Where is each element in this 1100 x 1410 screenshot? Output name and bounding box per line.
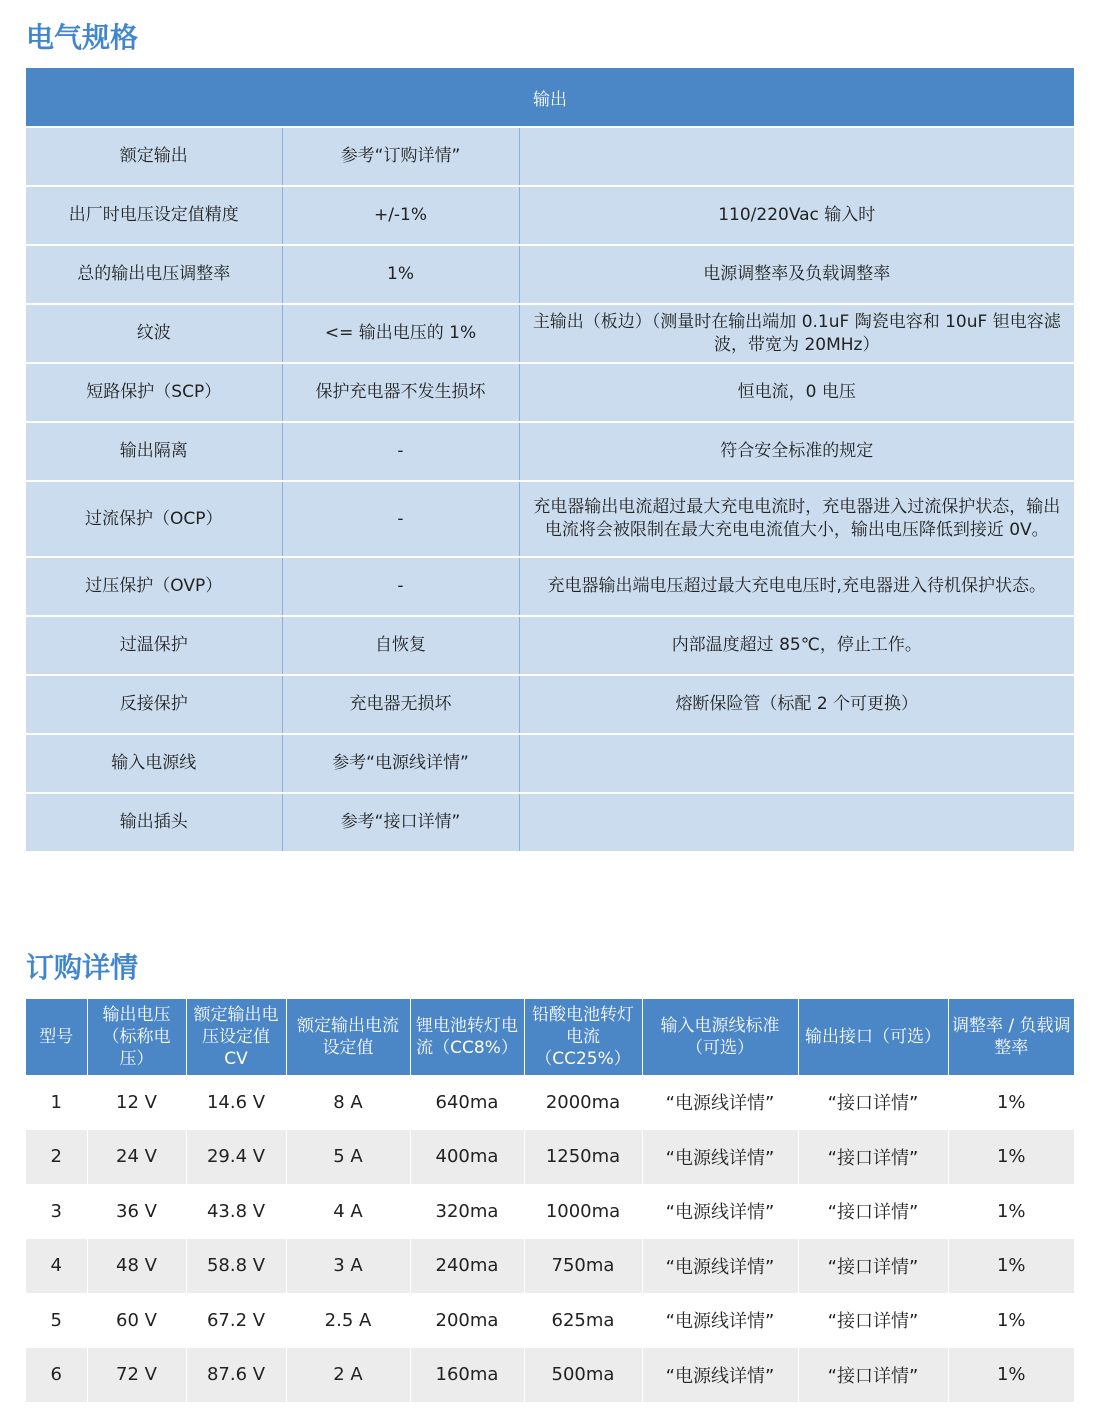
order-cell: 5 A [286,1130,410,1185]
spec-value-cell: 自恢复 [282,616,519,675]
order-column-header: 额定输出电压设定值 CV [186,999,286,1075]
order-cell: 87.6 V [186,1348,286,1403]
order-cell: 4 A [286,1184,410,1239]
order-cell: 160ma [410,1348,524,1403]
order-cell: 3 [26,1184,87,1239]
spec-note-cell: 符合安全标准的规定 [519,422,1074,481]
order-cell: 500ma [524,1348,642,1403]
order-cell: “电源线详情” [642,1130,798,1185]
spec-note-cell [519,734,1074,793]
spec-name-cell: 出厂时电压设定值精度 [26,186,282,245]
order-cell: 2000ma [524,1075,642,1130]
order-cell: “电源线详情” [642,1239,798,1294]
spec-value-cell: <= 输出电压的 1% [282,304,519,363]
spec-header-row [26,68,1074,127]
order-cell: 1250ma [524,1130,642,1185]
spec-row [26,734,1074,793]
spec-name-cell: 纹波 [26,304,282,363]
spec-note-cell: 110/220Vac 输入时 [519,186,1074,245]
order-cell: 12 V [87,1075,186,1130]
spec-note-cell: 恒电流，0 电压 [519,363,1074,422]
order-cell: 67.2 V [186,1293,286,1348]
spec-value-cell: - [282,481,519,557]
spec-value-cell: 充电器无损坏 [282,675,519,734]
order-cell: 72 V [87,1348,186,1403]
spec-row [26,616,1074,675]
spec-name-cell: 过流保护（OCP） [26,481,282,557]
spec-note-cell [519,793,1074,852]
spec-note-cell: 电源调整率及负载调整率 [519,245,1074,304]
spec-row [26,481,1074,557]
spec-name-cell: 过压保护（OVP） [26,557,282,616]
spec-value-cell: 参考“电源线详情” [282,734,519,793]
order-row [26,1293,1074,1348]
spec-name-cell: 额定输出 [26,127,282,186]
spec-value-cell: +/-1% [282,186,519,245]
order-column-header: 输出电压（标称电压） [87,999,186,1075]
order-cell: 200ma [410,1293,524,1348]
spec-row [26,304,1074,363]
spec-header-output: 输出 [26,68,1074,127]
order-cell: 2 [26,1130,87,1185]
order-column-header: 额定输出电流设定值 [286,999,410,1075]
order-cell: “接口详情” [798,1348,948,1403]
order-cell: 1000ma [524,1184,642,1239]
spec-row [26,675,1074,734]
spec-name-cell: 过温保护 [26,616,282,675]
order-cell: 750ma [524,1239,642,1294]
spec-name-cell: 反接保护 [26,675,282,734]
order-row [26,1184,1074,1239]
section-title-electrical-specs: 电气规格 [26,21,139,54]
order-cell: “电源线详情” [642,1293,798,1348]
order-cell: 48 V [87,1239,186,1294]
order-cell: 640ma [410,1075,524,1130]
spec-row [26,793,1074,852]
order-cell: 3 A [286,1239,410,1294]
order-cell: 29.4 V [186,1130,286,1185]
spec-table-body [26,127,1074,852]
order-cell: “接口详情” [798,1293,948,1348]
spec-note-cell: 充电器输出端电压超过最大充电电压时,充电器进入待机保护状态。 [519,557,1074,616]
order-cell: 400ma [410,1130,524,1185]
order-cell: 1% [948,1130,1074,1185]
order-cell: 58.8 V [186,1239,286,1294]
spec-value-cell: 参考“订购详情” [282,127,519,186]
order-cell: 43.8 V [186,1184,286,1239]
spec-row [26,245,1074,304]
spec-value-cell: - [282,422,519,481]
order-cell: 8 A [286,1075,410,1130]
order-table-body [26,1075,1074,1402]
order-cell: 36 V [87,1184,186,1239]
spec-row [26,557,1074,616]
order-column-header: 锂电池转灯电流（CC8%） [410,999,524,1075]
order-cell: “接口详情” [798,1075,948,1130]
spec-value-cell: 参考“接口详情” [282,793,519,852]
spec-note-cell: 熔断保险管（标配 2 个可更换） [519,675,1074,734]
spec-row [26,422,1074,481]
spec-name-cell: 输入电源线 [26,734,282,793]
order-cell: “接口详情” [798,1130,948,1185]
order-cell: 2.5 A [286,1293,410,1348]
order-cell: 1% [948,1075,1074,1130]
order-cell: “接口详情” [798,1239,948,1294]
order-column-header: 型号 [26,999,87,1075]
order-details-table [26,999,1074,1402]
order-column-header: 调整率 / 负载调整率 [948,999,1074,1075]
order-cell: 60 V [87,1293,186,1348]
order-cell: 240ma [410,1239,524,1294]
order-column-header: 输出接口（可选） [798,999,948,1075]
order-cell: 1% [948,1293,1074,1348]
spec-name-cell: 输出插头 [26,793,282,852]
order-column-header: 输入电源线标准（可选） [642,999,798,1075]
order-cell: 1% [948,1348,1074,1403]
spec-row [26,186,1074,245]
spec-value-cell: 1% [282,245,519,304]
spec-row [26,363,1074,422]
order-cell: 1 [26,1075,87,1130]
spec-note-cell: 主输出（板边）（测量时在输出端加 0.1uF 陶瓷电容和 10uF 钽电容滤波，带宽为 20MHz） [519,304,1074,363]
spec-note-cell: 内部温度超过 85℃，停止工作。 [519,616,1074,675]
order-row [26,1075,1074,1130]
order-cell: 5 [26,1293,87,1348]
order-cell: 320ma [410,1184,524,1239]
order-cell: 1% [948,1184,1074,1239]
order-column-header: 铅酸电池转灯电流（CC25%） [524,999,642,1075]
order-cell: 1% [948,1239,1074,1294]
order-cell: 6 [26,1348,87,1403]
spec-value-cell: - [282,557,519,616]
spec-name-cell: 短路保护（SCP） [26,363,282,422]
order-cell: 4 [26,1239,87,1294]
spec-note-cell: 充电器输出电流超过最大充电电流时，充电器进入过流保护状态，输出电流将会被限制在最大充电电流值大小，输出电压降低到接近 0V。 [519,481,1074,557]
order-cell: 24 V [87,1130,186,1185]
spec-row [26,127,1074,186]
order-cell: 625ma [524,1293,642,1348]
spec-note-cell [519,127,1074,186]
order-row [26,1239,1074,1294]
spec-name-cell: 总的输出电压调整率 [26,245,282,304]
order-row [26,1130,1074,1185]
order-cell: “电源线详情” [642,1348,798,1403]
spec-value-cell: 保护充电器不发生损坏 [282,363,519,422]
order-cell: “电源线详情” [642,1075,798,1130]
order-row [26,1348,1074,1403]
order-cell: 14.6 V [186,1075,286,1130]
spec-name-cell: 输出隔离 [26,422,282,481]
order-cell: 2 A [286,1348,410,1403]
section-title-order-details: 订购详情 [26,951,139,984]
order-cell: “电源线详情” [642,1184,798,1239]
order-cell: “接口详情” [798,1184,948,1239]
order-header-row [26,999,1074,1075]
electrical-spec-table [26,68,1074,853]
